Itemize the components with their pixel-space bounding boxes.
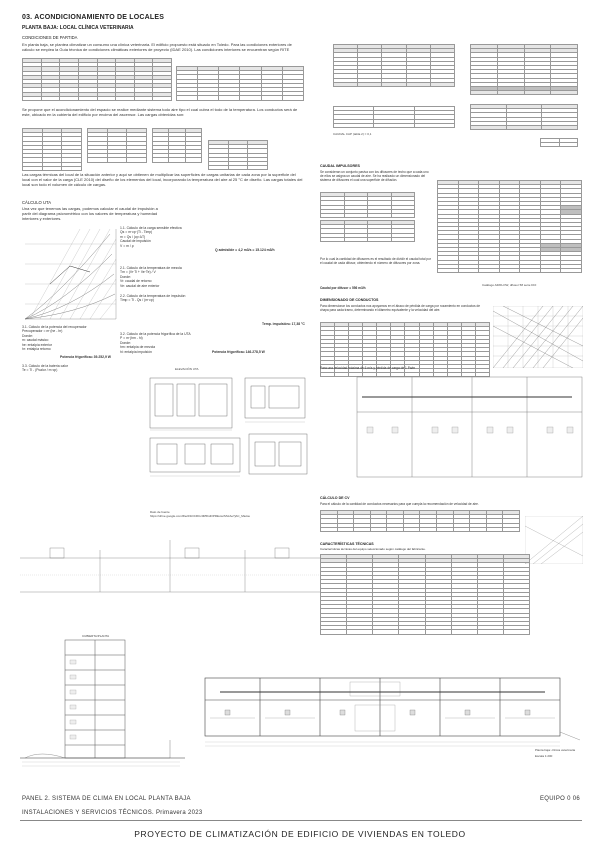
- psy-block-3: 2.2. Cálculo de la temperatura de impulsión Timp = Ti - Qs / (m·cp): [120, 294, 186, 303]
- impulsores-title: CAUDAL IMPULSORES: [320, 164, 360, 168]
- results-table-d: [470, 104, 578, 130]
- psychrometric-chart: [20, 224, 118, 324]
- results-table-c: [333, 106, 455, 128]
- ground-floor-plan-drawing: [200, 670, 585, 770]
- cap-caudal: CAUDAL CAP (tabla 2) = 0,1: [333, 132, 372, 136]
- psy-result-1: Q admisible = 4,2 m3/s = 15.124 m3/h: [215, 248, 275, 252]
- intro-text: En planta baja, se plantea climatizar un consumo una clínica veterinaria. El edificio propuesto está situado en Toledo. Para las condiciones exteriores de cálculo se emplea la Guía técnica de condiciones climáticas exteriores de proyecto (IDAE 2010). Las condiciones interiores se encuentran según RITE: [22, 42, 293, 52]
- ducts-note: Para una velocidad máxima de 6 m/s y pérdida de carga de 1 Pa/m: [320, 366, 416, 370]
- return-title: CÁLCULO DE CV: [320, 496, 350, 500]
- plan-legend-a: Planta baja: clínica veterinaria: [535, 748, 576, 752]
- loads-table-d: [208, 140, 268, 170]
- system-text: Se propone que el acondicionamiento del espacio se realice mediante sistema todo aire tipo el cual cubra el todo de la temperatura. Los conductos será de este, ubicado en la cubierta del edificio por encima del ascensor. Las cargas obtenidas son:: [22, 107, 299, 117]
- team-label: EQUIPO 0 06: [540, 796, 580, 802]
- results-table-b: [470, 44, 578, 95]
- plan-label: CUBIERTA/PLANTA: [82, 634, 110, 638]
- loads-table-b: [87, 128, 147, 163]
- uta-elevation-drawings: [145, 372, 315, 502]
- duct-plan-drawing: [352, 372, 587, 482]
- diffuser-catalog: [437, 180, 582, 273]
- return-text: Para el cálculo de la cantidad de conductos necesarios para que cumpla la recomendación de velocidad de aire.: [320, 502, 479, 506]
- course-label: INSTALACIONES Y SERVICIOS TÉCNICOS. Primavera 2023: [22, 810, 203, 816]
- calc-title: CÁLCULO UTA: [22, 200, 52, 205]
- building-section-drawing: [20, 630, 185, 778]
- return-chart: [525, 516, 583, 564]
- project-title: PROYECTO DE CLIMATIZACIÓN DE EDIFICIO DE VIVIENDAS EN TOLEDO: [134, 829, 466, 839]
- psy-block-4: 3.1. Cálculo de la potencia del recuperador Precuperador = m·(he - hr) Donde: m: caudal másico he: entalpía exterior hr: entalpía retorno: [22, 325, 87, 352]
- ducts-title: DIMENSIONADO DE CONDUCTOS: [320, 298, 379, 302]
- impulsores-text: Se consideran un conjunto pasiva con los difusores de techo que a cada uno de ellos se asigna un caudal de aire. Se ha realizado un dimensionado del sistema de difusores el cual una superficie de difusión.: [320, 170, 430, 182]
- tech-text: Características técnicas del equipo seleccionado según catálogo del fabricante.: [320, 547, 426, 551]
- section-subtitle: PLANTA BAJA: LOCAL CLÍNICA VETERINARIA: [22, 25, 134, 31]
- impulsores-table-a: [320, 192, 415, 218]
- conditions-table-a: [22, 58, 172, 102]
- results-table-a: [333, 44, 455, 87]
- source-url[interactable]: https://drive.google.com/file/d/1DCRCc0R5bdOPREuwrSSzAe?jAC_Mielou: [150, 514, 251, 518]
- tech-table: [320, 554, 530, 635]
- plan-legend-b: Escala 1:200: [535, 754, 553, 758]
- loads-table-a: [22, 128, 82, 171]
- impulsores-note: Por lo cual la cantidad de difusores es el resultado de dividir el caudal total por el caudal de cada difusor, obteniendo el número de difusores por zona.: [320, 257, 432, 265]
- psy-block-6: 3.3. Cálculo de la batería calor Te = Ti - (Pcalor / m·cp): [22, 364, 68, 373]
- impulsores-table-b: [320, 220, 415, 242]
- facade-section-drawing: [20, 530, 320, 605]
- loads-text: Las cargas térmicas del local de la situación anterior y aquí se obtienen de multiplicar las superficies de cargas unitarias de cada zona por la superficie del local con el valor de la carga (CLE 2010) del diseño de los elementos del local, incorporando la temperatura del aire al 25 °C de diseño. Las cargas totales del local son todo el volumen de cálculo de cargas.: [22, 172, 304, 187]
- tech-title: CARACTERÍSTICAS TÉCNICAS: [320, 542, 374, 546]
- conditions-title: CONDICIONES DE PARTIDA: [22, 35, 78, 40]
- results-table-e: [540, 138, 578, 147]
- elevation-label: ELEVACIÓN UTA: [175, 367, 199, 371]
- calc-text: Una vez que tenemos las cargas, podemos calcular el caudal de impulsión a partir del diagrama psicrométrico con los valores de temperatura y humedad interiores y exteriores.: [22, 206, 159, 221]
- ducts-text: Para dimensionar los conductos nos apoyamos en el ábaco de pérdida de carga por rozamiento en conductos de chapa para cada tramo, determinando el diámetro equivalente y la velocidad del aire.: [320, 304, 481, 312]
- psy-block-5: 3.2. Cálculo de la potencia frigorífica de la UTA P = m·(hm - hi) Donde: hm: entalpía de mezcla hi: entalpía impulsión: [120, 332, 191, 354]
- section-title: 03. ACONDICIONAMIENTO DE LOCALES: [22, 14, 165, 21]
- psy-result-2: Temp. impulsión= 17,38 °C: [262, 322, 305, 326]
- panel-title: PANEL 2. SISTEMA DE CLIMA EN LOCAL PLANTA BAJA: [22, 796, 191, 802]
- impulsores-result: Caudal por difusor = 556 m3/h: [320, 286, 366, 290]
- psy-block-1: 1.1. Cálculo de la carga sensible efectiva Qs = m·cp·(Ti - Timp) m = Qs / (cp·ΔT) Caudal de impulsión V = m / ρ: [120, 226, 182, 248]
- return-table: [320, 510, 520, 532]
- psy-block-2: 2.1. Cálculo de la temperatura de mezcla Tm = (Vr·Ti + Ve·Te) / V Donde: Vr: caudal de retorno Ve: caudal de aire exterior: [120, 266, 182, 288]
- duct-friction-chart: [493, 306, 583, 368]
- conditions-table-b: [176, 66, 304, 102]
- psy-result-4: Potencia frigorífica= 146.278,5 W: [212, 350, 265, 354]
- source-label: Dato de fuente: [150, 510, 170, 514]
- loads-table-c: [152, 128, 202, 163]
- catalog-caption: Catálogo AIRFLOW, difusor 58 serie DCI: [482, 283, 537, 287]
- psy-result-3: Potencia frigorífica= 39.252,9 W: [60, 355, 111, 359]
